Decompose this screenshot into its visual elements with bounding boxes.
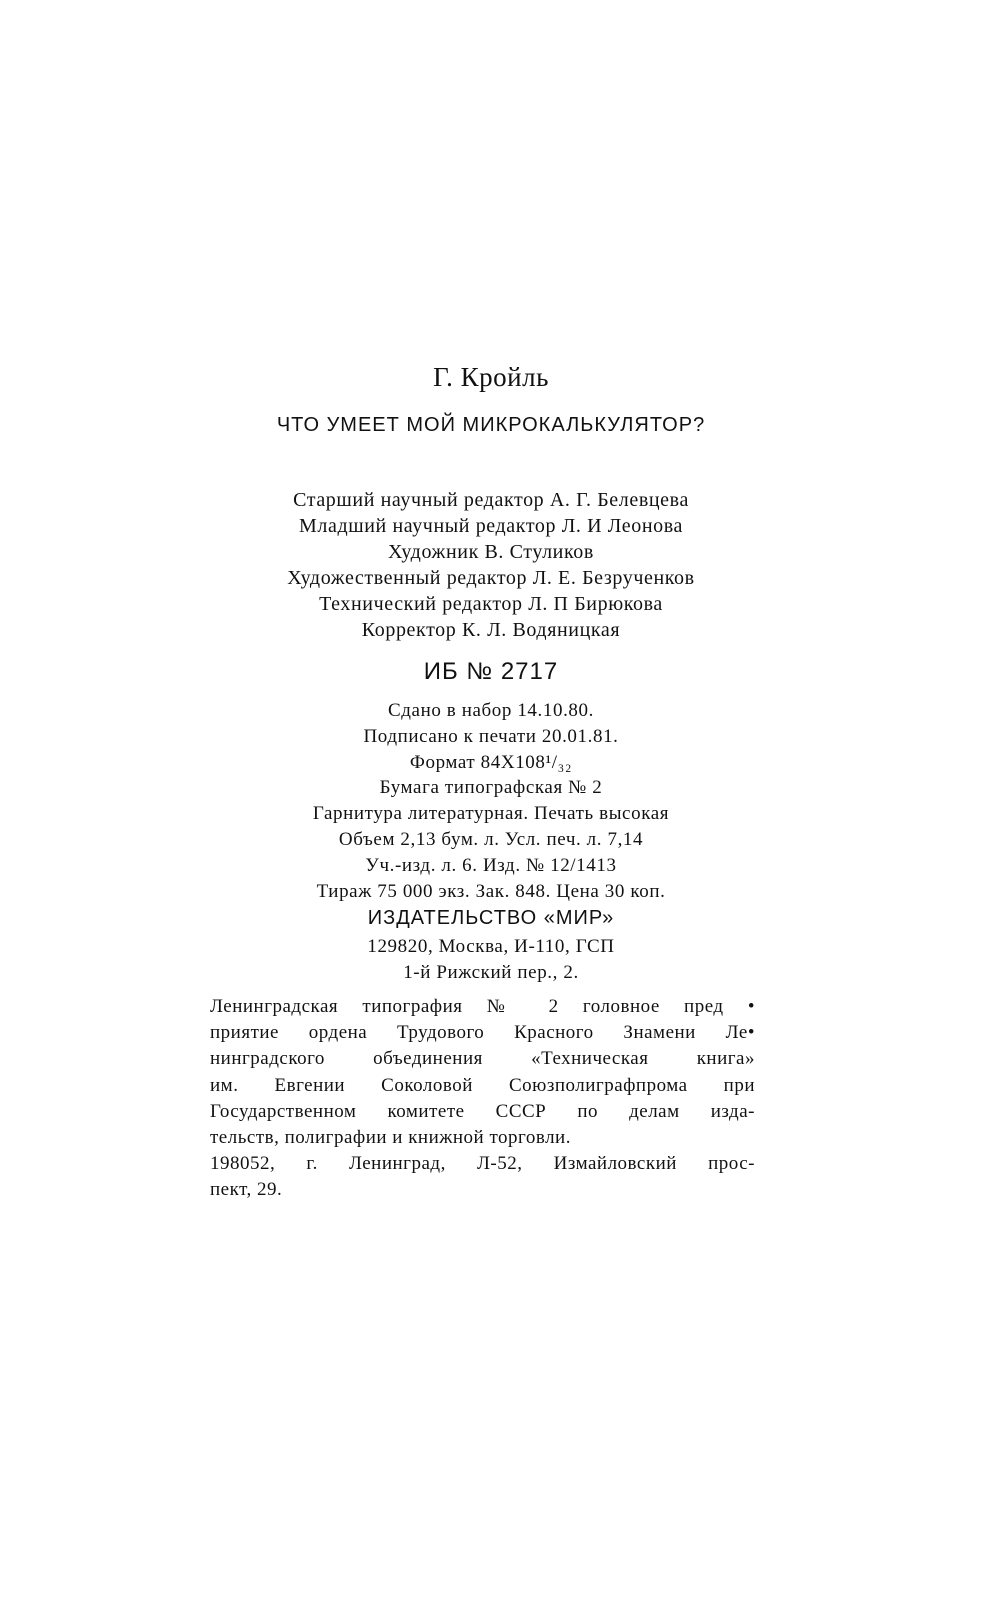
imprint-submitted: Сдано в набор 14.10.80. [388,700,594,721]
printer-line: Ленинградская типография № 2 головное пред • [210,996,755,1017]
imprint-signed: Подписано к печати 20.01.81. [363,725,619,747]
imprint-typeface: Гарнитура литературная. Печать высокая [312,803,670,825]
printer-line: Государственном комитете СССР по делам изда- [210,1100,755,1122]
printer-line: пект, 29. [210,1179,283,1201]
credit-art-editor: Художественный редактор Л. Е. Безрученков [287,567,695,589]
printer-line: им. Евгении Соколовой Союзполиграфпрома при [210,1074,755,1096]
editorial-credits [0,487,982,643]
publisher-address-line-2: 1-й Рижский пер., 2. [403,962,579,983]
imprint-paper: Бумага типографская № 2 [379,777,603,799]
printer-info [210,994,755,1204]
author-name: Г. Кройль [433,362,549,392]
imprint-details [0,698,982,904]
credit-senior-editor: Старший научный редактор А. Г. Белевцева [293,489,689,511]
book-title: ЧТО УМЕЕТ МОЙ МИКРОКАЛЬКУЛЯТОР? [276,414,706,436]
publisher-address [0,934,982,986]
printer-line: нинградского объединения «Техническая книга» [210,1048,755,1070]
publisher-name: ИЗДАТЕЛЬСТВО «МИР» [367,907,615,929]
credit-artist: Художник В. Стуликов [388,541,594,563]
printer-line: тельств, полиграфии и книжной торговли. [210,1127,571,1149]
credit-junior-editor: Младший научный редактор Л. И Леонова [299,515,683,537]
ib-number: ИБ № 2717 [423,658,559,685]
printer-line: 198052, г. Ленинград, Л-52, Измайловский прос- [210,1153,755,1175]
credit-technical-editor: Технический редактор Л. П Бирюкова [319,593,663,615]
printer-line: приятие ордена Трудового Красного Знамени Ле• [210,1022,755,1044]
imprint-format: Формат 84X108¹/₃₂ [409,751,573,773]
publisher-address-line-1: 129820, Москва, И-110, ГСП [367,936,615,957]
imprint-print-run: Тираж 75 000 экз. Зак. 848. Цена 30 коп. [316,880,666,902]
imprint-volume: Объем 2,13 бум. л. Усл. печ. л. 7,14 [338,828,644,850]
credit-proofreader: Корректор К. Л. Водяницкая [361,619,621,641]
imprint-edition-sheets: Уч.-изд. л. 6. Изд. № 12/1413 [365,854,617,876]
